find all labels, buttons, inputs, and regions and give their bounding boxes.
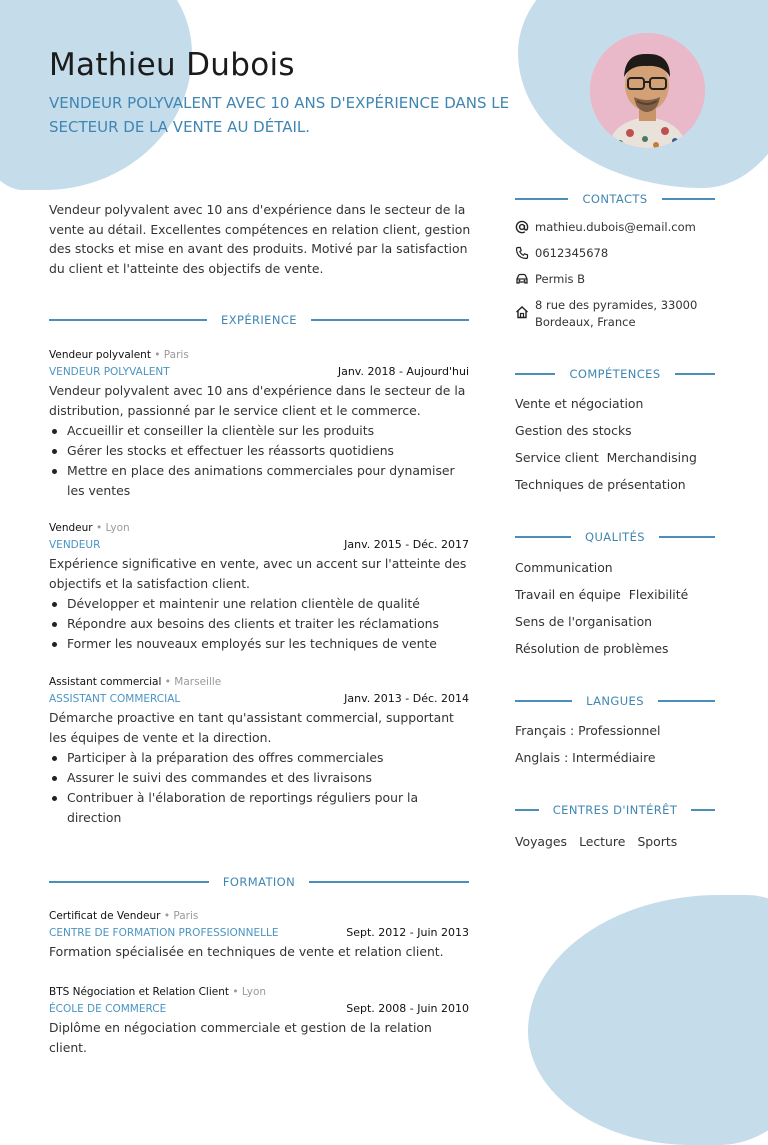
entry-date: Janv. 2018 - Aujourd'hui	[337, 365, 469, 378]
contact-address	[515, 297, 715, 331]
qualities-list	[515, 559, 715, 667]
entry-school: ÉCOLE DE COMMERCE	[49, 1003, 167, 1015]
section-title-languages	[515, 694, 715, 708]
quality-row	[515, 586, 715, 604]
contact-license-text: Permis B	[535, 272, 586, 286]
experience-entry	[49, 522, 469, 654]
entry-date: Janv. 2015 - Déc. 2017	[344, 538, 469, 551]
entry-description: Diplôme en négociation commerciale et gestion de la relation client.	[49, 1020, 432, 1055]
divider	[515, 536, 571, 538]
entry-location: • Paris	[154, 349, 189, 361]
entry-job-title: Assistant commercial	[49, 676, 162, 688]
divider	[309, 881, 469, 883]
entry-job-title: Vendeur polyvalent	[49, 349, 151, 361]
contact-email	[515, 219, 715, 236]
language-item: Français : Professionnel	[515, 723, 661, 738]
section-title-text: CENTRES D'INTÉRÊT	[552, 803, 678, 817]
interest-item: Sports	[637, 834, 678, 849]
entry-degree-title: BTS Négociation et Relation Client	[49, 986, 229, 998]
section-title-text: QUALITÉS	[585, 530, 645, 544]
section-title-contacts	[515, 192, 715, 206]
entry-date: Sept. 2008 - Juin 2010	[346, 1002, 469, 1015]
interest-item: Voyages	[515, 834, 567, 849]
divider	[658, 700, 715, 702]
profile-photo	[590, 33, 705, 148]
skill-item: Gestion des stocks	[515, 423, 632, 438]
education-entry	[49, 910, 469, 962]
divider	[311, 319, 469, 321]
entry-description: Vendeur polyvalent avec 10 ans d'expérience dans le secteur de la distribution, passionné par le service client et le commerce.	[49, 383, 466, 418]
quality-item: Sens de l'organisation	[515, 614, 653, 629]
entry-subheader	[49, 926, 469, 939]
contact-email-text[interactable]: mathieu.dubois@email.com	[535, 220, 696, 234]
bullet-item: Développer et maintenir une relation clientèle de qualité	[49, 594, 469, 614]
entry-description: Formation spécialisée en techniques de vente et relation client.	[49, 944, 444, 959]
quality-item: Résolution de problèmes	[515, 641, 669, 656]
entry-bullets	[49, 594, 469, 654]
skill-item: Service client	[515, 450, 599, 465]
bullet-item: Mettre en place des animations commerciales pour dynamiser les ventes	[49, 461, 469, 501]
entry-description: Démarche proactive en tant qu'assistant commercial, supportant les équipes de vente et la direction.	[49, 710, 454, 745]
section-title-text: LANGUES	[586, 694, 644, 708]
divider	[662, 198, 715, 200]
quality-item: Travail en équipe	[515, 587, 621, 602]
section-title-text: EXPÉRIENCE	[221, 313, 297, 327]
contacts-list	[515, 219, 715, 340]
entry-date: Janv. 2013 - Déc. 2014	[344, 692, 469, 705]
profile-summary: Vendeur polyvalent avec 10 ans d'expérience dans le secteur de la vente au détail. Excellentes compétences en relation client, gestion des stocks et mise en avant des produits. Motivé par la satisfaction du client et l'atteinte des objectifs de vente.	[49, 202, 471, 276]
address-line: 8 rue des pyramides, 33000	[535, 298, 698, 312]
address-line: Bordeaux, France	[535, 315, 636, 329]
entry-location: • Paris	[163, 910, 199, 922]
skill-item: Techniques de présentation	[515, 477, 686, 492]
entry-description: Expérience significative en vente, avec un accent sur l'atteinte des objectifs et la satisfaction client.	[49, 556, 467, 591]
experience-entry	[49, 676, 469, 828]
interests-list	[515, 831, 715, 850]
interest-item: Lecture	[579, 834, 626, 849]
languages-list	[515, 722, 715, 776]
bullet-item: Participer à la préparation des offres commerciales	[49, 748, 469, 768]
entry-degree-title: Certificat de Vendeur	[49, 910, 161, 922]
entry-title	[49, 986, 469, 998]
bullet-item: Contribuer à l'élaboration de reportings réguliers pour la direction	[49, 788, 469, 828]
entry-subheader	[49, 1002, 469, 1015]
bullet-item: Assurer le suivi des commandes et des livraisons	[49, 768, 469, 788]
divider	[675, 373, 715, 375]
entry-title	[49, 522, 469, 534]
entry-subheader	[49, 538, 469, 551]
entry-bullets	[49, 748, 469, 828]
entry-subheader	[49, 692, 469, 705]
skill-row	[515, 449, 715, 467]
section-title-experience	[49, 313, 469, 327]
home-icon	[515, 305, 529, 319]
entry-bullets	[49, 421, 469, 501]
quality-item: Flexibilité	[628, 587, 689, 602]
bullet-item: Gérer les stocks et effectuer les réassorts quotidiens	[49, 441, 469, 461]
language-item: Anglais : Intermédiaire	[515, 750, 656, 765]
divider	[515, 700, 572, 702]
candidate-name: Mathieu Dubois	[49, 47, 295, 83]
education-entry	[49, 986, 469, 1058]
bullet-item: Accueillir et conseiller la clientèle sur les produits	[49, 421, 469, 441]
contact-phone	[515, 245, 715, 262]
bullet-item: Former les nouveaux employés sur les techniques de vente	[49, 634, 469, 654]
skill-item: Merchandising	[606, 450, 697, 465]
divider	[49, 881, 209, 883]
section-title-skills	[515, 367, 715, 381]
contact-address-text	[535, 297, 697, 331]
divider	[691, 809, 715, 811]
entry-title	[49, 910, 469, 922]
entry-role: VENDEUR POLYVALENT	[49, 366, 170, 378]
entry-subheader	[49, 365, 469, 378]
entry-title	[49, 349, 469, 361]
bullet-item: Répondre aux besoins des clients et traiter les réclamations	[49, 614, 469, 634]
contact-license	[515, 271, 715, 288]
phone-icon	[515, 246, 529, 260]
section-title-text: FORMATION	[222, 875, 296, 889]
quality-item: Communication	[515, 560, 613, 575]
decorative-blob-bottom-right	[528, 895, 768, 1145]
entry-job-title: Vendeur	[49, 522, 93, 534]
divider	[49, 319, 207, 321]
section-title-text: CONTACTS	[582, 192, 648, 206]
contact-phone-text[interactable]: 0612345678	[535, 246, 609, 260]
car-icon	[515, 272, 529, 286]
entry-location: • Lyon	[232, 986, 267, 998]
entry-location: • Lyon	[95, 522, 130, 534]
entry-title	[49, 676, 469, 688]
divider	[515, 198, 568, 200]
section-title-education	[49, 875, 469, 889]
divider	[515, 373, 555, 375]
entry-role: ASSISTANT COMMERCIAL	[49, 693, 181, 705]
section-title-text: COMPÉTENCES	[569, 367, 661, 381]
candidate-headline: VENDEUR POLYVALENT AVEC 10 ANS D'EXPÉRIENCE DANS LE SECTEUR DE LA VENTE AU DÉTAIL.	[49, 94, 510, 136]
experience-entry	[49, 349, 469, 501]
section-title-interests	[515, 803, 715, 817]
at-icon	[515, 220, 529, 234]
entry-location: • Marseille	[164, 676, 222, 688]
skill-item: Vente et négociation	[515, 396, 644, 411]
skills-list	[515, 395, 715, 503]
entry-school: CENTRE DE FORMATION PROFESSIONNELLE	[49, 927, 279, 939]
entry-date: Sept. 2012 - Juin 2013	[346, 926, 469, 939]
entry-role: VENDEUR	[49, 539, 101, 551]
divider	[659, 536, 715, 538]
divider	[515, 809, 539, 811]
section-title-qualities	[515, 530, 715, 544]
